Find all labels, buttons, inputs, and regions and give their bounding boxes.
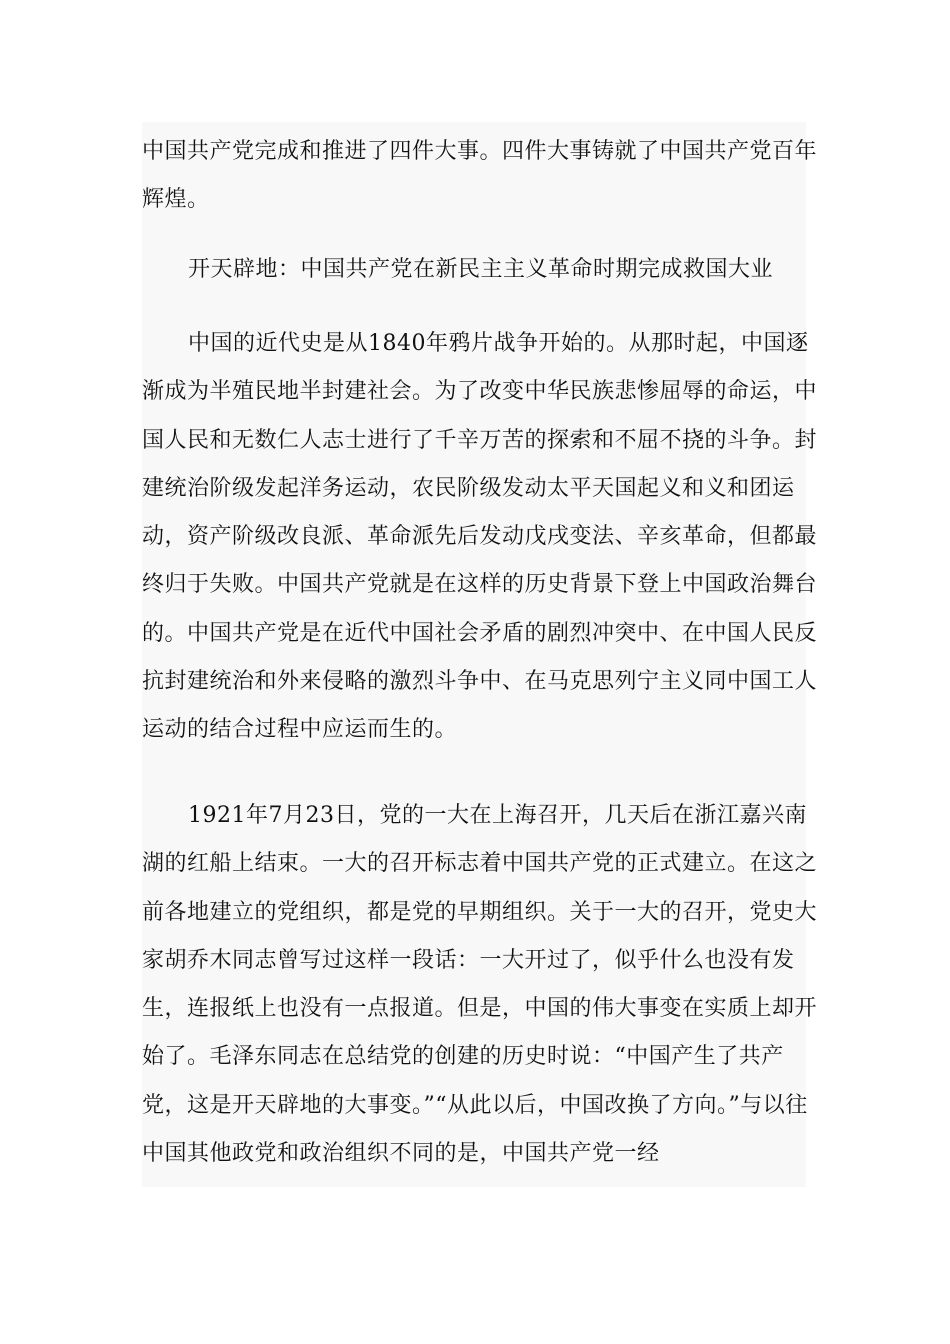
- paragraph-first-congress: 1921年7月23日，党的一大在上海召开，几天后在浙江嘉兴南湖的红船上结束。一大的召开标志着中国共产党的正式建立。在这之前各地建立的党组织，都是党的早期组织。关于一大的召开，党史大家胡乔木同志曾写过这样一段话：一大开过了，似乎什么也没有发生，连报纸上也没有一点报道。但是，中国的伟大事变在实质上却开始了。毛泽东同志在总结党的创建的历史时说：“中国产生了共产党，这是开天辟地的大事变。”“从此以后，中国改换了方向。”与以往中国其他政党和政治组织不同的是，中国共产党一经: [142, 803, 818, 1167]
- paragraph-intro: 中国共产党完成和推进了四件大事。四件大事铸就了中国共产党百年辉煌。: [142, 139, 818, 213]
- section-heading: 开天辟地：中国共产党在新民主主义革命时期完成救国大业: [188, 257, 774, 282]
- paragraph-modern-history: 中国的近代史是从1840年鸦片战争开始的。从那时起，中国逐渐成为半殖民地半封建社会。为了改变中华民族悲惨屈辱的命运，中国人民和无数仁人志士进行了千辛万苦的探索和不屈不挠的斗争。封建统治阶级发起洋务运动，农民阶级发动太平天国起义和义和团运动，资产阶级改良派、革命派先后发动戊戌变法、辛亥革命，但都最终归于失败。中国共产党就是在这样的历史背景下登上中国政治舞台的。中国共产党是在近代中国社会矛盾的剧烈冲突中、在中国人民反抗封建统治和外来侵略的激烈斗争中、在马克思列宁主义同中国工人运动的结合过程中应运而生的。: [142, 331, 818, 743]
- document-content: [142, 122, 818, 1187]
